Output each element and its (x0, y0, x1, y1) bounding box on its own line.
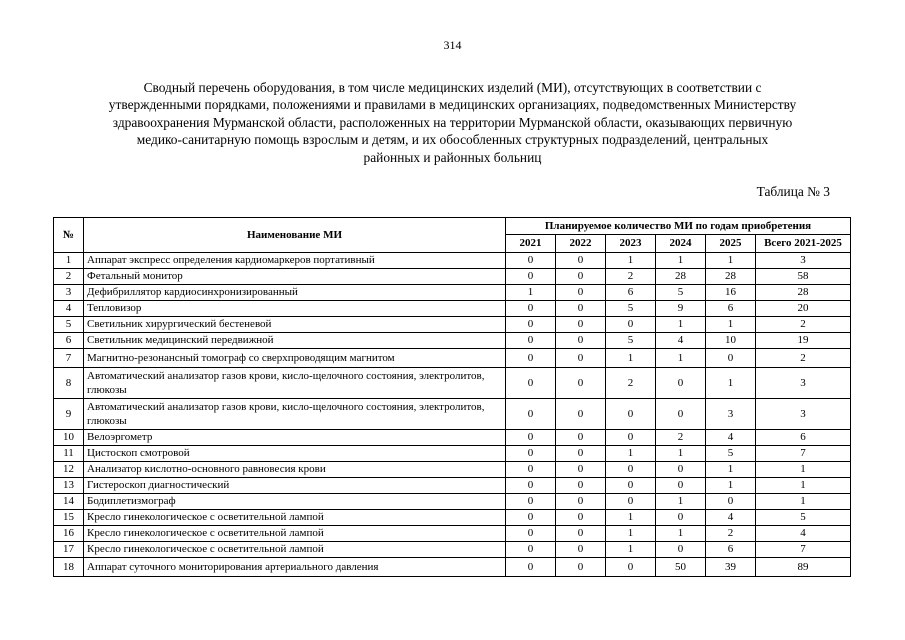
title-line: утвержденными порядками, положениями и правилами в медицинских организациях, подведомственных Министерству (108, 97, 797, 113)
value-2025: 39 (706, 558, 756, 577)
row-name: Аппарат экспресс определения кардиомаркеров портативный (84, 253, 506, 269)
value-2024: 0 (656, 462, 706, 478)
value-2023: 0 (606, 462, 656, 478)
value-2021: 0 (506, 446, 556, 462)
value-2025: 1 (706, 253, 756, 269)
row-number: 11 (54, 446, 84, 462)
value-2022: 0 (556, 399, 606, 430)
value-2022: 0 (556, 558, 606, 577)
value-2021: 0 (506, 542, 556, 558)
value-2025: 6 (706, 301, 756, 317)
row-number: 14 (54, 494, 84, 510)
value-2024: 1 (656, 253, 706, 269)
row-name: Светильник хирургический бестеневой (84, 317, 506, 333)
row-name: Светильник медицинский передвижной (84, 333, 506, 349)
value-2025: 1 (706, 478, 756, 494)
table-row (54, 368, 851, 399)
value-2024: 0 (656, 478, 706, 494)
title-line: Сводный перечень оборудования, в том числе медицинских изделий (МИ), отсутствующих в соответствии с (143, 80, 762, 95)
value-total: 3 (756, 399, 851, 430)
title-line: районных и районных больниц (363, 149, 542, 165)
value-2022: 0 (556, 462, 606, 478)
table-row (54, 253, 851, 269)
row-name: Магнитно-резонансный томограф со сверхпроводящим магнитом (84, 349, 506, 368)
value-total: 1 (756, 478, 851, 494)
col-header-2022: 2022 (556, 235, 606, 253)
value-2022: 0 (556, 542, 606, 558)
value-2025: 1 (706, 317, 756, 333)
page-number: 314 (443, 38, 462, 52)
row-number: 3 (54, 285, 84, 301)
col-header-2021: 2021 (506, 235, 556, 253)
value-2021: 0 (506, 269, 556, 285)
value-2021: 0 (506, 253, 556, 269)
value-total: 7 (756, 542, 851, 558)
value-2023: 0 (606, 430, 656, 446)
row-name: Кресло гинекологическое с осветительной лампой (84, 510, 506, 526)
value-2021: 0 (506, 333, 556, 349)
row-number: 13 (54, 478, 84, 494)
value-2021: 0 (506, 317, 556, 333)
value-2024: 0 (656, 368, 706, 399)
col-header-2023: 2023 (606, 235, 656, 253)
table-row (54, 446, 851, 462)
value-total: 58 (756, 269, 851, 285)
value-2024: 1 (656, 349, 706, 368)
value-2025: 16 (706, 285, 756, 301)
value-total: 28 (756, 285, 851, 301)
value-2023: 1 (606, 349, 656, 368)
value-2023: 2 (606, 368, 656, 399)
row-number: 4 (54, 301, 84, 317)
table-body (54, 253, 851, 577)
value-2024: 1 (656, 494, 706, 510)
row-name: Автоматический анализатор газов крови, кисло-щелочного состояния, электролитов, глюкозы (84, 368, 506, 399)
title-line: здравоохранения Мурманской области, расположенных на территории Мурманской области, оказывающих первичную (112, 114, 793, 130)
value-total: 19 (756, 333, 851, 349)
value-2022: 0 (556, 510, 606, 526)
col-header-total: Всего 2021-2025 (756, 235, 851, 253)
value-2021: 0 (506, 494, 556, 510)
value-2022: 0 (556, 285, 606, 301)
col-header-2025: 2025 (706, 235, 756, 253)
value-2024: 5 (656, 285, 706, 301)
value-2022: 0 (556, 269, 606, 285)
value-2023: 0 (606, 478, 656, 494)
col-header-group: Планируемое количество МИ по годам приобретения (506, 218, 851, 235)
value-total: 6 (756, 430, 851, 446)
value-2022: 0 (556, 430, 606, 446)
value-2023: 1 (606, 253, 656, 269)
value-total: 4 (756, 526, 851, 542)
value-2025: 0 (706, 494, 756, 510)
value-total: 7 (756, 446, 851, 462)
row-name: Бодиплетизмограф (84, 494, 506, 510)
value-2024: 2 (656, 430, 706, 446)
value-2021: 0 (506, 399, 556, 430)
value-2024: 1 (656, 446, 706, 462)
row-name: Кресло гинекологическое с осветительной лампой (84, 526, 506, 542)
value-2022: 0 (556, 317, 606, 333)
value-total: 3 (756, 253, 851, 269)
row-number: 17 (54, 542, 84, 558)
row-name: Дефибриллятор кардиосинхронизированный (84, 285, 506, 301)
row-name: Гистероскоп диагностический (84, 478, 506, 494)
value-2021: 0 (506, 558, 556, 577)
value-2025: 0 (706, 349, 756, 368)
value-2023: 6 (606, 285, 656, 301)
value-2022: 0 (556, 253, 606, 269)
row-name: Цистоскоп смотровой (84, 446, 506, 462)
table-row (54, 558, 851, 577)
value-total: 2 (756, 349, 851, 368)
row-number: 9 (54, 399, 84, 430)
value-2024: 0 (656, 510, 706, 526)
value-total: 89 (756, 558, 851, 577)
value-2021: 1 (506, 285, 556, 301)
table-row (54, 317, 851, 333)
value-total: 1 (756, 462, 851, 478)
value-2024: 1 (656, 317, 706, 333)
table-row (54, 285, 851, 301)
value-2025: 10 (706, 333, 756, 349)
row-name: Анализатор кислотно-основного равновесия крови (84, 462, 506, 478)
value-2022: 0 (556, 526, 606, 542)
value-2021: 0 (506, 430, 556, 446)
title-line: медико-санитарную помощь взрослым и детям, и их обособленных структурных подразделений, центральных (136, 132, 769, 148)
value-2021: 0 (506, 301, 556, 317)
row-number: 2 (54, 269, 84, 285)
value-2024: 0 (656, 399, 706, 430)
value-2022: 0 (556, 333, 606, 349)
value-2023: 1 (606, 542, 656, 558)
row-number: 16 (54, 526, 84, 542)
equipment-table (53, 217, 851, 577)
value-2021: 0 (506, 526, 556, 542)
value-2022: 0 (556, 494, 606, 510)
value-2024: 0 (656, 542, 706, 558)
table-row (54, 526, 851, 542)
table-row (54, 301, 851, 317)
col-header-number: № (54, 218, 84, 253)
value-2021: 0 (506, 368, 556, 399)
row-name: Автоматический анализатор газов крови, кисло-щелочного состояния, электролитов, глюкозы (84, 399, 506, 430)
value-2025: 4 (706, 510, 756, 526)
row-number: 6 (54, 333, 84, 349)
value-total: 1 (756, 494, 851, 510)
value-2022: 0 (556, 446, 606, 462)
value-total: 2 (756, 317, 851, 333)
row-number: 8 (54, 368, 84, 399)
value-2022: 0 (556, 368, 606, 399)
document-title (50, 79, 855, 166)
value-2022: 0 (556, 301, 606, 317)
row-number: 7 (54, 349, 84, 368)
value-2024: 9 (656, 301, 706, 317)
table-row (54, 478, 851, 494)
row-number: 5 (54, 317, 84, 333)
row-name: Велоэргометр (84, 430, 506, 446)
value-2023: 1 (606, 526, 656, 542)
table-row (54, 430, 851, 446)
value-2023: 0 (606, 494, 656, 510)
value-2024: 28 (656, 269, 706, 285)
value-2025: 1 (706, 462, 756, 478)
table-row (54, 333, 851, 349)
value-2023: 1 (606, 510, 656, 526)
value-2023: 0 (606, 317, 656, 333)
value-2021: 0 (506, 510, 556, 526)
table-row (54, 269, 851, 285)
table-row (54, 399, 851, 430)
value-2021: 0 (506, 462, 556, 478)
table-row (54, 542, 851, 558)
value-total: 5 (756, 510, 851, 526)
value-total: 3 (756, 368, 851, 399)
value-2025: 1 (706, 368, 756, 399)
table-row (54, 510, 851, 526)
value-total: 20 (756, 301, 851, 317)
table-label: Таблица № 3 (756, 184, 830, 199)
value-2025: 5 (706, 446, 756, 462)
row-name: Фетальный монитор (84, 269, 506, 285)
value-2022: 0 (556, 478, 606, 494)
table-row (54, 494, 851, 510)
value-2021: 0 (506, 349, 556, 368)
row-number: 15 (54, 510, 84, 526)
row-number: 1 (54, 253, 84, 269)
value-2025: 28 (706, 269, 756, 285)
value-2023: 2 (606, 269, 656, 285)
table-header-row (54, 218, 851, 235)
row-number: 12 (54, 462, 84, 478)
value-2025: 4 (706, 430, 756, 446)
col-header-2024: 2024 (656, 235, 706, 253)
value-2024: 50 (656, 558, 706, 577)
col-header-name: Наименование МИ (84, 218, 506, 253)
row-name: Аппарат суточного мониторирования артериального давления (84, 558, 506, 577)
value-2023: 1 (606, 446, 656, 462)
row-name: Тепловизор (84, 301, 506, 317)
value-2024: 4 (656, 333, 706, 349)
table-row (54, 349, 851, 368)
value-2024: 1 (656, 526, 706, 542)
value-2023: 5 (606, 301, 656, 317)
value-2023: 0 (606, 558, 656, 577)
row-name: Кресло гинекологическое с осветительной лампой (84, 542, 506, 558)
row-number: 18 (54, 558, 84, 577)
row-number: 10 (54, 430, 84, 446)
table-row (54, 462, 851, 478)
value-2025: 2 (706, 526, 756, 542)
value-2025: 6 (706, 542, 756, 558)
value-2023: 5 (606, 333, 656, 349)
value-2025: 3 (706, 399, 756, 430)
value-2021: 0 (506, 478, 556, 494)
value-2023: 0 (606, 399, 656, 430)
value-2022: 0 (556, 349, 606, 368)
